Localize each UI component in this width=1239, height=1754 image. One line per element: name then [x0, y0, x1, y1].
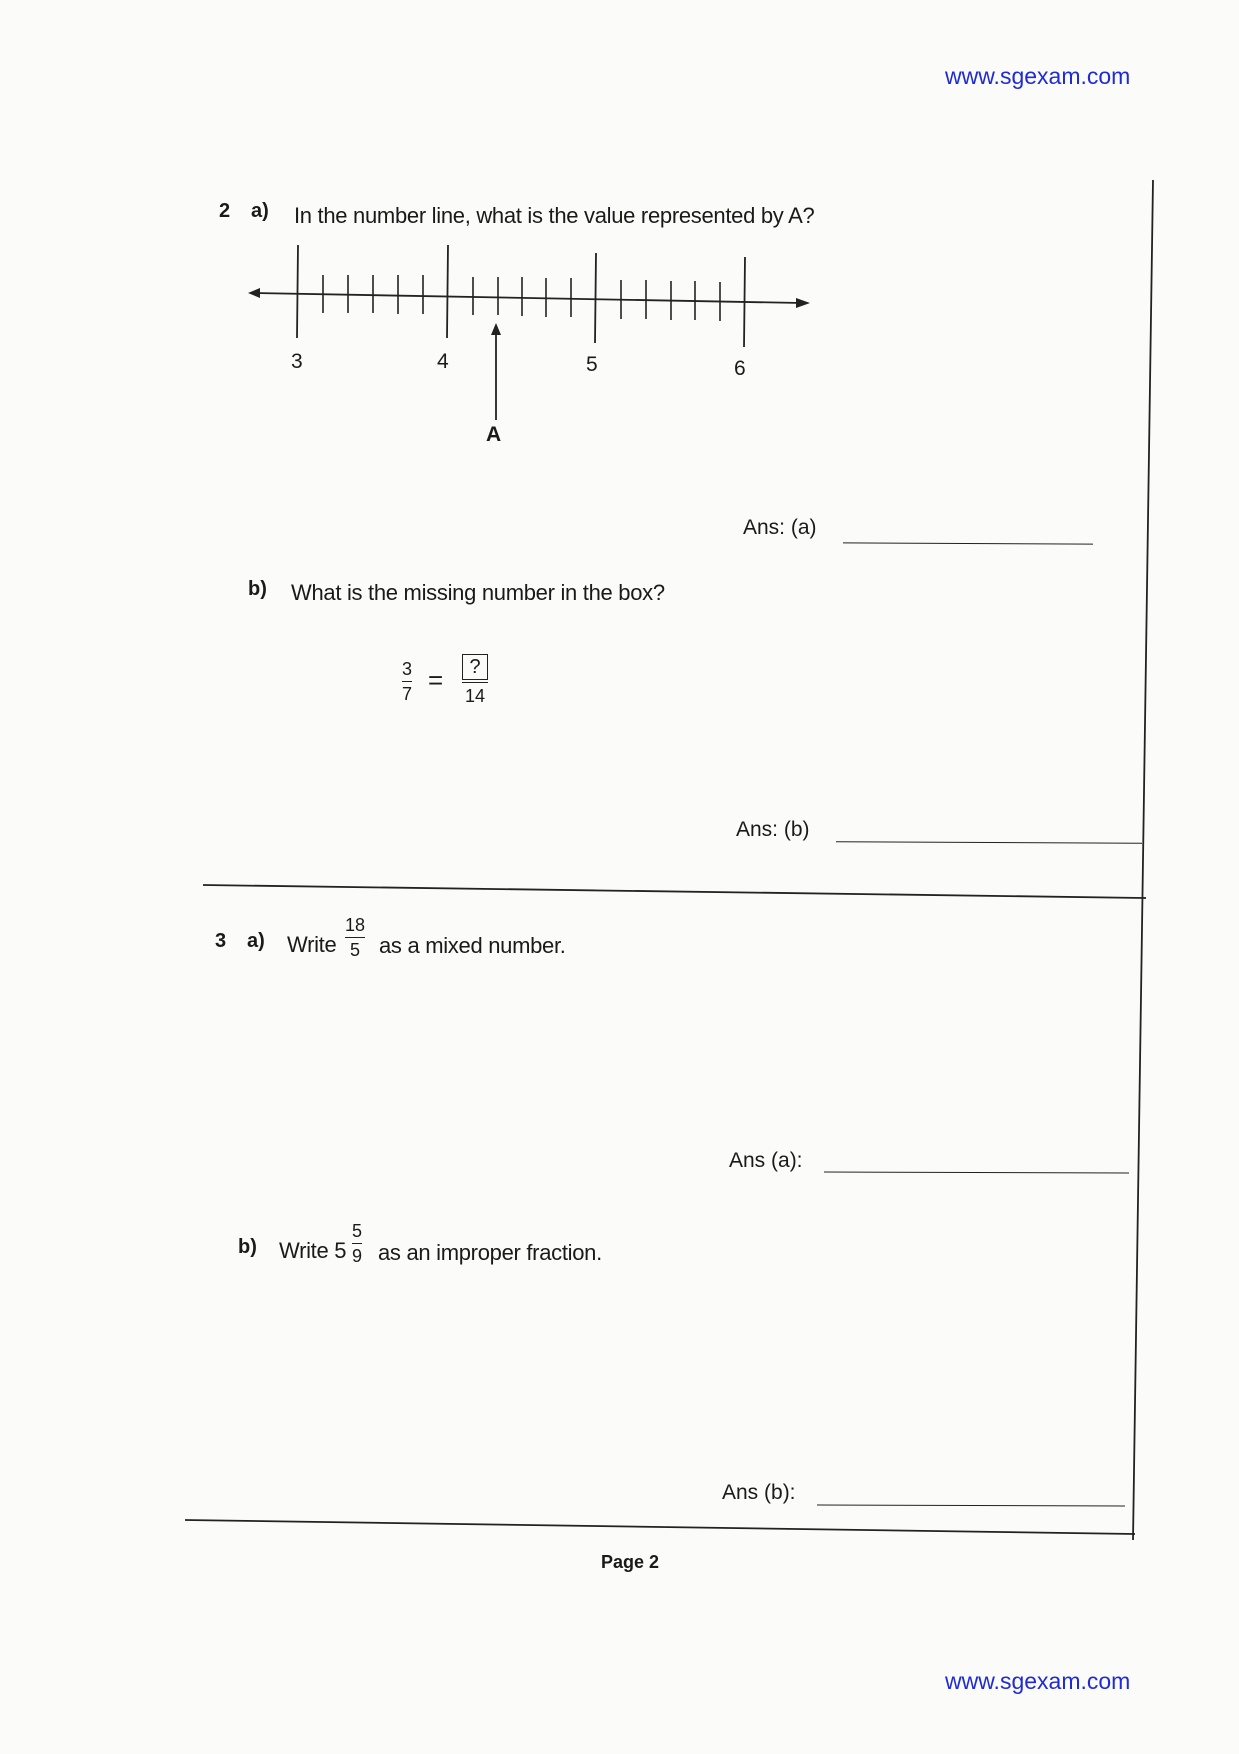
missing-number-box[interactable]: ? — [462, 654, 488, 680]
header-website-link[interactable]: www.sgexam.com — [945, 63, 1131, 89]
q2b-left-denominator: 7 — [402, 684, 413, 704]
q3b-text-before: Write 5 — [279, 1238, 347, 1263]
q3a-text-after: as a mixed number. — [379, 933, 566, 958]
q2-number: 2 — [219, 200, 231, 222]
q2b-fraction-left — [402, 660, 412, 703]
separator-bottom — [185, 1520, 1135, 1534]
number-line — [240, 235, 840, 455]
q3a-denominator: 5 — [350, 940, 361, 960]
tick-label-6: 6 — [734, 357, 746, 380]
q2b-answer-label: Ans: (b) — [736, 818, 810, 841]
page-number: Page 2 — [601, 1552, 660, 1572]
tick-label-3: 3 — [291, 350, 303, 373]
q2b-equals-sign: = — [428, 665, 444, 695]
left-arrow-icon — [248, 288, 260, 298]
q3b-numerator: 5 — [352, 1221, 363, 1241]
q3a-label: a) — [247, 930, 265, 952]
q3-number: 3 — [215, 930, 227, 952]
q2b-label: b) — [248, 578, 267, 600]
pointer-arrow-icon — [491, 323, 501, 335]
q3a-fraction — [345, 916, 365, 959]
q3a-numerator: 18 — [345, 915, 366, 935]
q3b-text-after: as an improper fraction. — [378, 1240, 602, 1265]
q2a-label: a) — [251, 200, 269, 222]
separator-q2-q3 — [203, 885, 1146, 898]
q2b-question-text: What is the missing number in the box? — [291, 580, 665, 605]
q3b-answer-label: Ans (b): — [722, 1481, 796, 1504]
marker-label-a: A — [486, 423, 502, 446]
q2b-fraction-right — [462, 654, 488, 705]
right-arrow-icon — [796, 298, 810, 308]
q3b-label: b) — [238, 1236, 257, 1258]
q2a-answer-label: Ans: (a) — [743, 516, 817, 539]
q2b-right-denominator: 14 — [464, 686, 486, 706]
tick-label-5: 5 — [586, 353, 598, 376]
q3a-answer-label: Ans (a): — [729, 1149, 803, 1172]
q3a-text-before: Write — [287, 932, 337, 957]
right-margin-line — [1133, 180, 1153, 1540]
tick-label-4: 4 — [437, 350, 449, 373]
q2a-question-text: In the number line, what is the value represented by A? — [294, 203, 815, 228]
q3b-fraction — [352, 1222, 362, 1265]
footer-website-link[interactable]: www.sgexam.com — [945, 1668, 1131, 1694]
q3b-denominator: 9 — [352, 1246, 363, 1266]
q2b-left-numerator: 3 — [402, 659, 413, 679]
